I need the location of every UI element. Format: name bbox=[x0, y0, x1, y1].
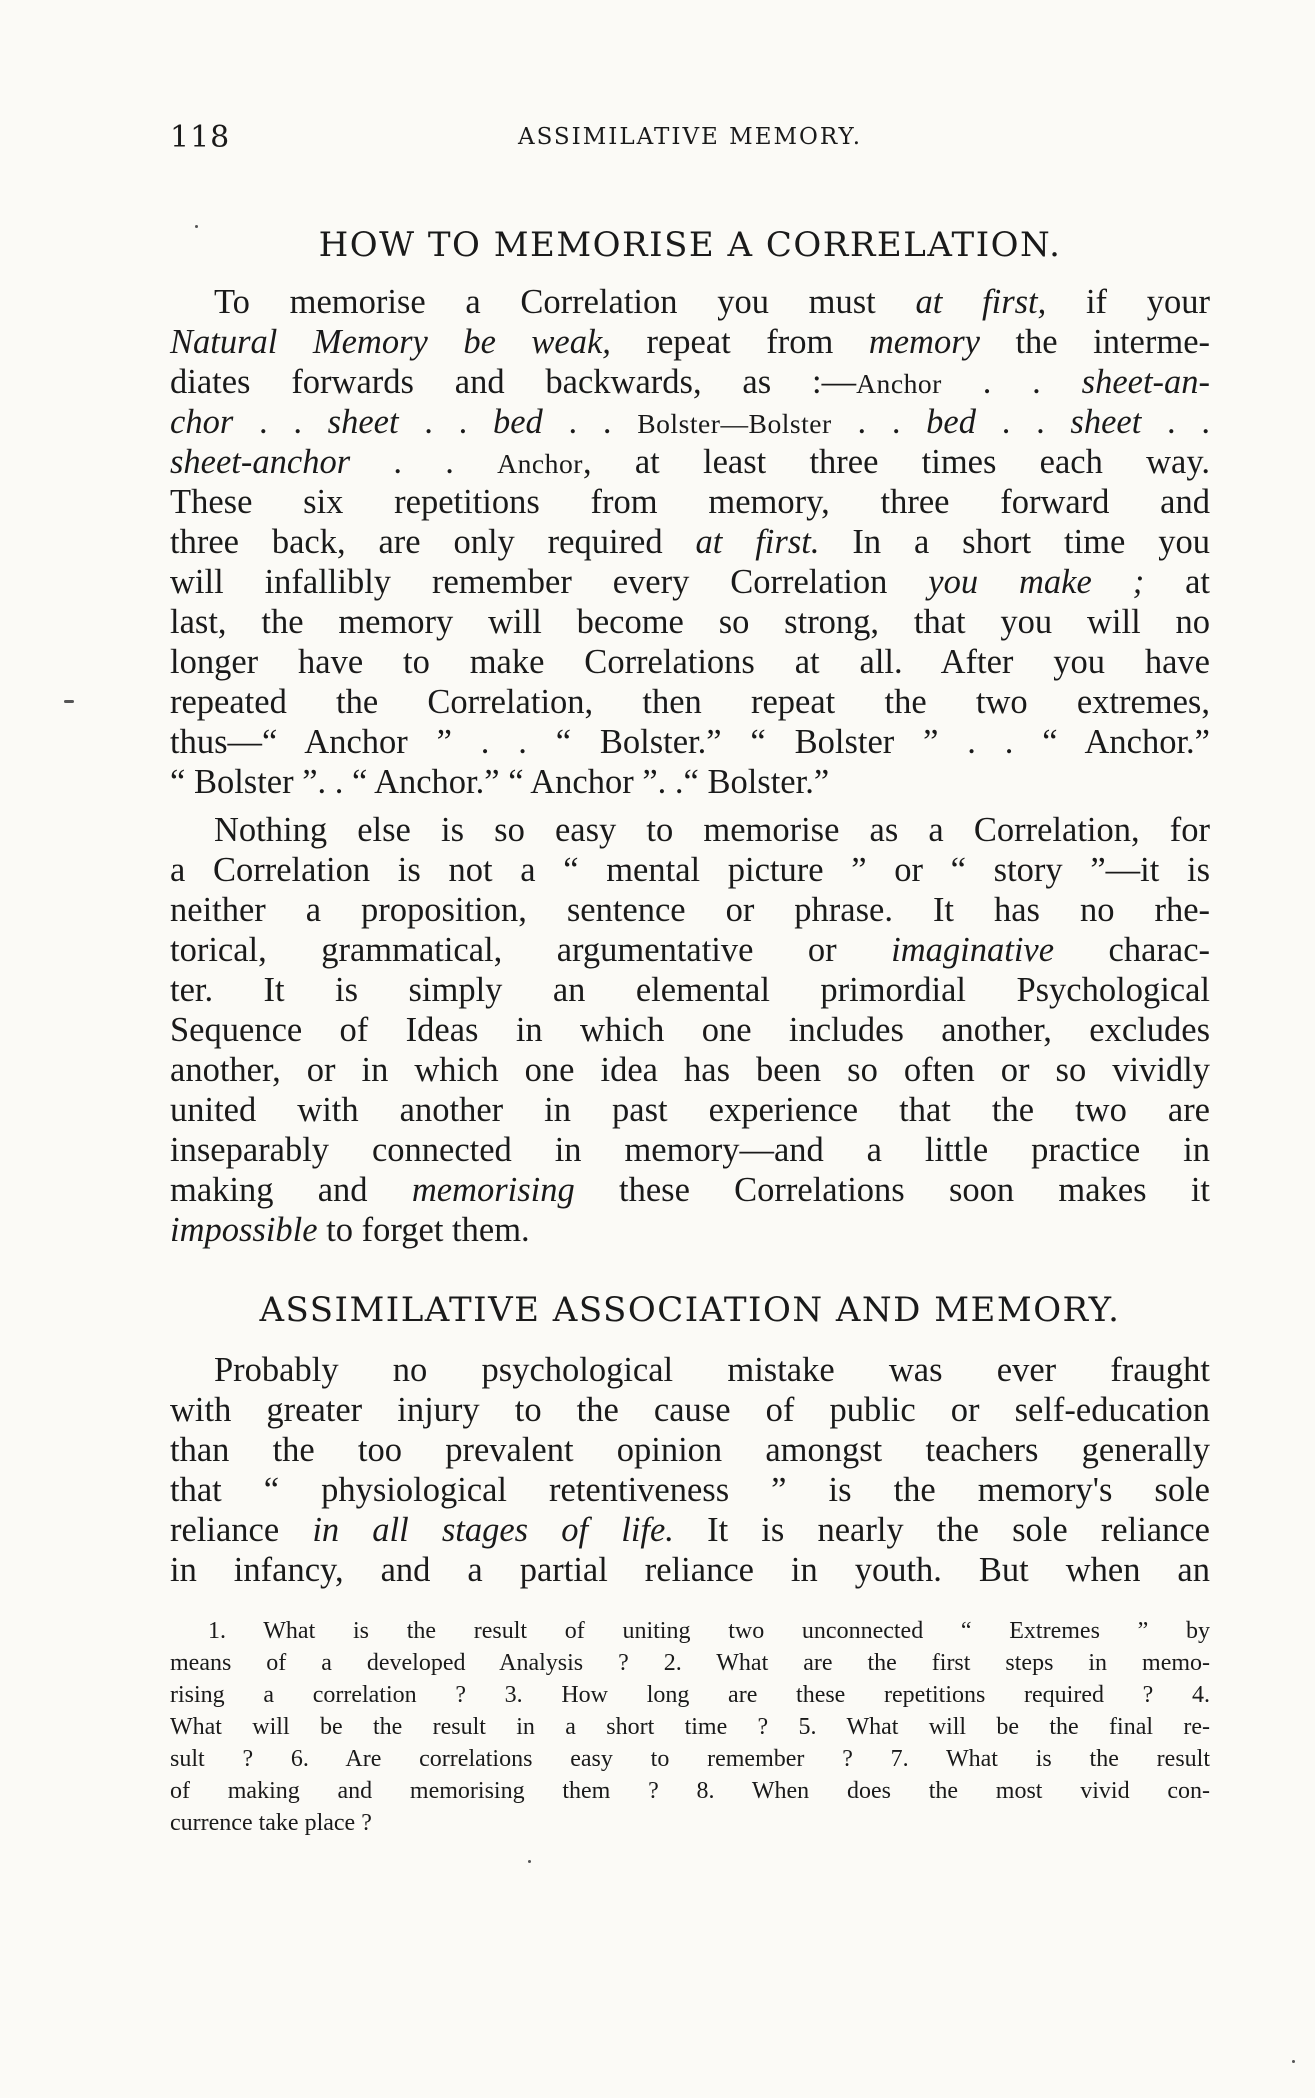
footnote-questions bbox=[170, 1615, 1210, 1839]
text-line: repeated the Correlation, then repeat the two extremes, bbox=[170, 683, 1210, 721]
text-line: in infancy, and a partial reliance in youth. But when an bbox=[170, 1551, 1210, 1589]
text-line: with greater injury to the cause of public or self-education bbox=[170, 1391, 1210, 1429]
text-line: longer have to make Correlations at all. After you have bbox=[170, 643, 1210, 681]
text-line: making and memorising these Correlations soon makes it bbox=[170, 1171, 1210, 1209]
text-line: inseparably connected in memory—and a little practice in bbox=[170, 1131, 1210, 1169]
text-line: another, or in which one idea has been so often or so vividly bbox=[170, 1051, 1210, 1089]
text-line: Natural Memory be weak, repeat from memory the interme- bbox=[170, 323, 1210, 361]
footnote-line: sult ? 6. Are correlations easy to remember ? 7. What is the result bbox=[170, 1746, 1210, 1772]
text-line: Nothing else is so easy to memorise as a Correlation, for bbox=[214, 811, 1210, 849]
footnote-line: What will be the result in a short time ? 5. What will be the final re- bbox=[170, 1714, 1210, 1740]
footnote-line: 1. What is the result of uniting two unconnected “ Extremes ” by bbox=[208, 1618, 1210, 1644]
text-line: neither a proposition, sentence or phrase. It has no rhe- bbox=[170, 891, 1210, 929]
text-line: torical, grammatical, argumentative or imaginative charac- bbox=[170, 931, 1211, 969]
text-line: will infallibly remember every Correlation you make ; at bbox=[170, 563, 1211, 601]
text-line: sheet-anchor . . Anchor, at least three times each way. bbox=[170, 443, 1210, 481]
text-line: last, the memory will become so strong, that you will no bbox=[170, 603, 1210, 641]
footnote-line: rising a correlation ? 3. How long are these repetitions required ? 4. bbox=[170, 1682, 1210, 1708]
text-line: united with another in past experience that the two are bbox=[170, 1091, 1210, 1129]
text-line: Sequence of Ideas in which one includes another, excludes bbox=[170, 1011, 1210, 1049]
text-line: To memorise a Correlation you must at first, if your bbox=[214, 283, 1210, 321]
text-line: These six repetitions from memory, three forward and bbox=[170, 483, 1210, 521]
text-line: impossible to forget them. bbox=[170, 1211, 530, 1249]
text-line: a Correlation is not a “ mental picture ” or “ story ”—it is bbox=[170, 851, 1210, 889]
margin-mark bbox=[64, 700, 74, 703]
paragraph-memorise-correlation bbox=[170, 282, 1210, 802]
footnote-line: of making and memorising them ? 8. When does the most vivid con- bbox=[170, 1778, 1210, 1804]
text-line: chor . . sheet . . bed . . Bolster—Bolster . . bed . . sheet . . bbox=[170, 403, 1211, 441]
running-title: ASSIMILATIVE MEMORY. bbox=[517, 124, 863, 150]
footnote-line: currence take place ? bbox=[170, 1810, 372, 1836]
ink-speck bbox=[1292, 2060, 1295, 2063]
text-line: thus—“ Anchor ” . . “ Bolster.” “ Bolster ” . . “ Anchor.” bbox=[170, 723, 1210, 761]
text-line: reliance in all stages of life. It is nearly the sole reliance bbox=[170, 1511, 1210, 1549]
text-line: ter. It is simply an elemental primordial Psychological bbox=[170, 971, 1210, 1009]
paragraph-correlation-ease bbox=[170, 810, 1210, 1250]
text-line: diates forwards and backwards, as :—Anchor . . sheet-an- bbox=[170, 363, 1211, 401]
page-number: 118 bbox=[170, 120, 231, 155]
section-heading-assimilative: ASSIMILATIVE ASSOCIATION AND MEMORY. bbox=[259, 1290, 1121, 1330]
paragraph-psychological-mistake bbox=[170, 1350, 1210, 1590]
text-line: that “ physiological retentiveness ” is the memory's sole bbox=[170, 1471, 1210, 1509]
footnote-line: means of a developed Analysis ? 2. What are the first steps in memo- bbox=[170, 1650, 1210, 1676]
text-line: than the too prevalent opinion amongst teachers generally bbox=[170, 1431, 1210, 1469]
text-line: “ Bolster ”. . “ Anchor.” “ Anchor ”. .“ Bolster.” bbox=[170, 763, 830, 801]
running-head bbox=[170, 120, 1210, 160]
section-heading-correlation: HOW TO MEMORISE A CORRELATION. bbox=[318, 225, 1062, 265]
ink-speck bbox=[195, 225, 198, 228]
text-line: three back, are only required at first. In a short time you bbox=[170, 523, 1210, 561]
ink-speck bbox=[528, 1860, 531, 1863]
text-line: Probably no psychological mistake was ever fraught bbox=[214, 1351, 1210, 1389]
